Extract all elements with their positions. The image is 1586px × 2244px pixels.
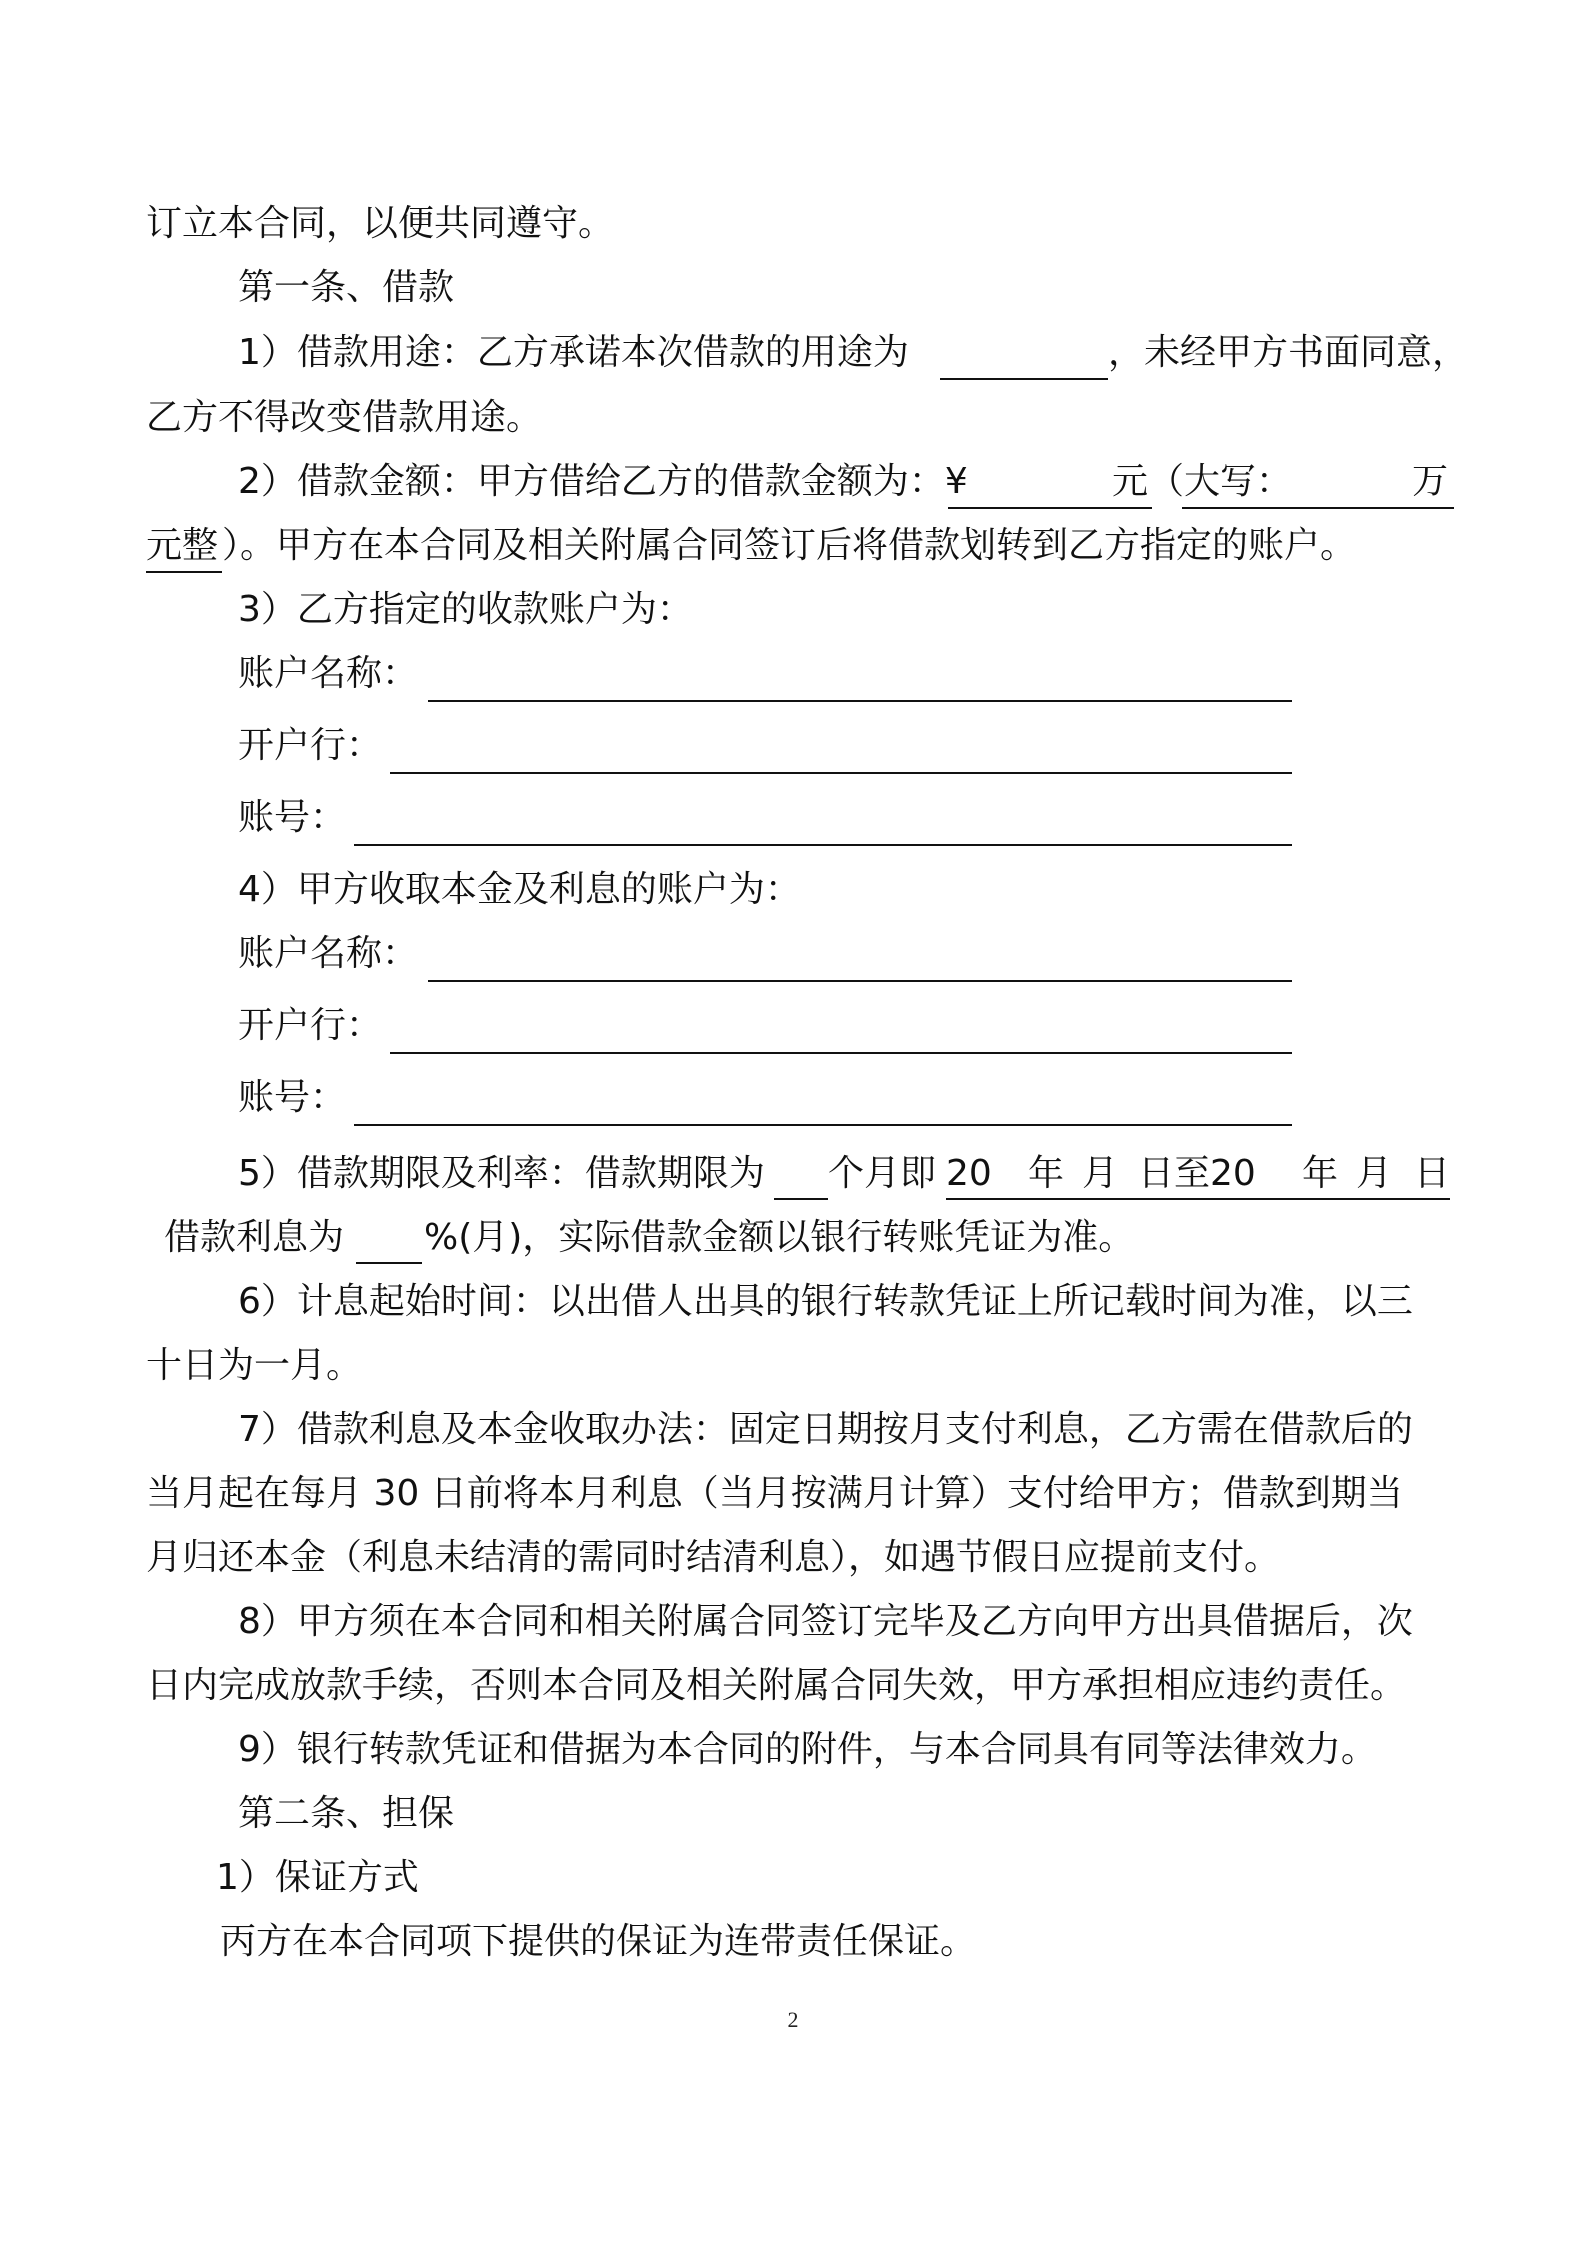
loan-amount-words-underline: [1182, 507, 1454, 509]
lender-account-number-label: 账号：: [238, 1077, 347, 1118]
lender-account-name-blank: [428, 980, 1292, 982]
loan-term-months: 个月即: [828, 1153, 937, 1194]
loan-term-months-blank: [774, 1198, 828, 1200]
lender-account-name-label: 账户名称：: [238, 933, 419, 974]
interest-rate-text-cont: %(月)，实际借款金额以银行转账凭证为准。: [424, 1217, 1135, 1258]
loan-amount-yuanzheng: 元整: [146, 525, 219, 566]
para-line-22: 8）甲方须在本合同和相关附属合同签订完毕及乙方向甲方出具借据后，次: [238, 1601, 1413, 1642]
para-line-6: ）。甲方在本合同及相关附属合同签订后将借款划转到乙方指定的账户。: [222, 525, 1357, 566]
account-number-blank: [354, 844, 1292, 846]
para-line-21: 月归还本金（利息未结清的需同时结清利息），如遇节假日应提前支付。: [146, 1537, 1281, 1578]
loan-term-year-1: 年: [1028, 1153, 1065, 1194]
lender-bank-blank: [390, 1052, 1292, 1054]
lender-account-heading: 4）甲方收取本金及利息的账户为：: [238, 869, 801, 910]
loan-amount-text: 2）借款金额：甲方借给乙方的借款金额为：¥: [238, 461, 968, 502]
loan-term-day-to: 日至20: [1138, 1153, 1256, 1194]
loan-term-day-2: 日: [1414, 1153, 1451, 1194]
loan-purpose-blank: [940, 378, 1108, 380]
lender-account-number-blank: [354, 1124, 1292, 1126]
loan-purpose-text-cont: ，未经甲方书面同意，: [1108, 332, 1469, 373]
account-number-label: 账号：: [238, 797, 347, 838]
para-line-18: 十日为一月。: [146, 1345, 363, 1386]
loan-purpose-text: 1）借款用途：乙方承诺本次借款的用途为: [238, 332, 909, 373]
loan-term-year-2: 年: [1302, 1153, 1339, 1194]
page-number: 2: [787, 2007, 799, 2032]
loan-amount-underline: [948, 507, 1152, 509]
para-line-24: 9）银行转款凭证和借据为本合同的附件，与本合同具有同等法律效力。: [238, 1729, 1377, 1770]
bank-blank: [390, 772, 1292, 774]
loan-amount-yuan: 元（大写：: [1112, 461, 1293, 502]
loan-term-dates-underline: [946, 1198, 1450, 1200]
loan-amount-yuanzheng-underline: [146, 571, 222, 573]
account-name-label: 账户名称：: [238, 653, 419, 694]
loan-amount-wan: 万: [1412, 461, 1449, 502]
interest-rate-text: 借款利息为: [164, 1217, 345, 1258]
article-one-heading: 第一条、借款: [238, 267, 455, 308]
para-line-17: 6）计息起始时间：以出借人出具的银行转款凭证上所记载时间为准，以三: [238, 1281, 1413, 1322]
para-line-23: 日内完成放款手续，否则本合同及相关附属合同失效，甲方承担相应违约责任。: [146, 1665, 1407, 1706]
para-line-20: 当月起在每月 30 日前将本月利息（当月按满月计算）支付给甲方；借款到期当: [146, 1473, 1403, 1514]
lender-bank-label: 开户行：: [238, 1005, 383, 1046]
bank-label: 开户行：: [238, 725, 383, 766]
article-two-heading: 第二条、担保: [238, 1793, 455, 1834]
loan-term-month-2: 月: [1356, 1153, 1393, 1194]
guarantee-method: 1）保证方式: [216, 1857, 419, 1898]
para-line-27: 丙方在本合同项下提供的保证为连带责任保证。: [220, 1921, 977, 1962]
loan-term-text: 5）借款期限及利率：借款期限为: [238, 1153, 765, 1194]
loan-term-month-1: 月: [1082, 1153, 1119, 1194]
para-line-4: 乙方不得改变借款用途。: [146, 397, 543, 438]
interest-rate-blank: [356, 1262, 422, 1264]
account-name-blank: [428, 700, 1292, 702]
para-line-1: 订立本合同，以便共同遵守。: [146, 203, 615, 244]
para-line-19: 7）借款利息及本金收取办法：固定日期按月支付利息，乙方需在借款后的: [238, 1409, 1413, 1450]
receive-account-heading: 3）乙方指定的收款账户为：: [238, 589, 693, 630]
loan-term-start-year: 20: [946, 1153, 992, 1194]
